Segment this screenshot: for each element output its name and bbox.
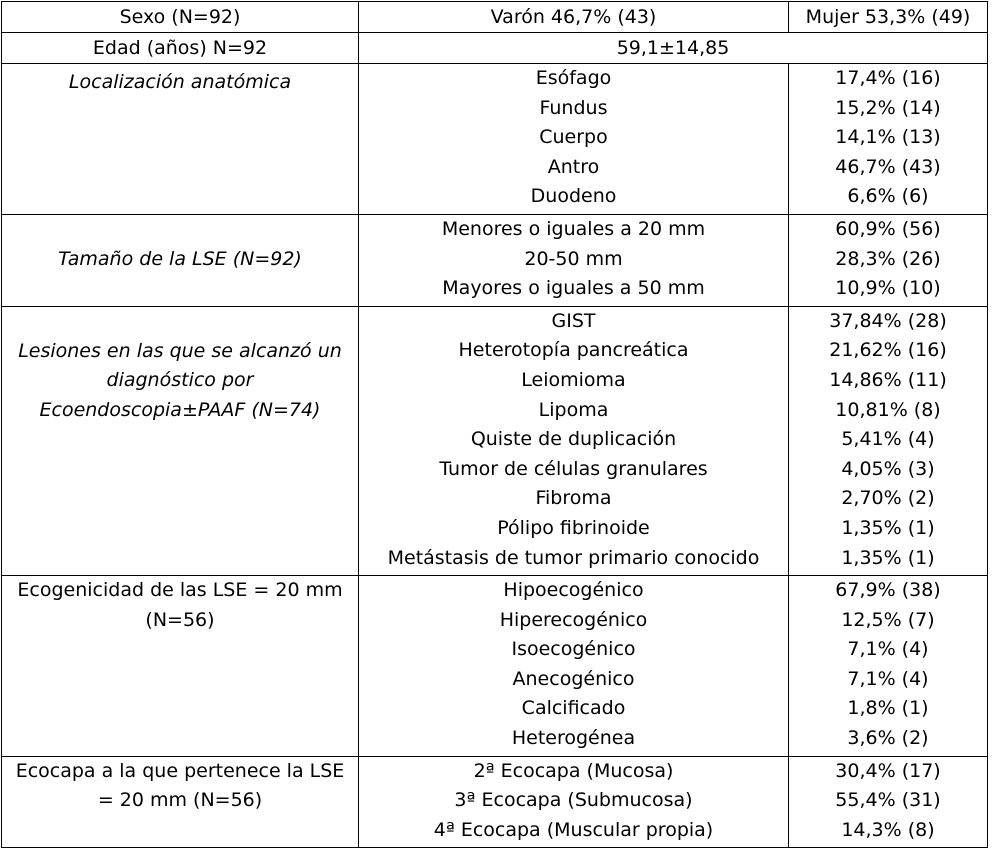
list-value: 2,70% (2) <box>841 487 935 510</box>
tamano-values <box>789 214 988 306</box>
list-value: 3,6% (2) <box>847 727 929 750</box>
list-item: 4ª Ecocapa (Muscular propia) <box>433 818 714 841</box>
tamano-names <box>359 214 789 306</box>
list-item: Mayores o iguales a 50 mm <box>442 277 705 300</box>
sexo-label: Sexo (N=92) <box>2 2 359 33</box>
list-value: 10,9% (10) <box>835 277 941 300</box>
list-item: Anecogénico <box>512 667 635 690</box>
label-line: Lesiones en las que se alcanzó un <box>18 339 342 362</box>
list-item: Tumor de células granulares <box>439 457 708 480</box>
list-item: Quiste de duplicación <box>470 428 677 451</box>
list-value: 21,62% (16) <box>829 339 947 362</box>
edad-label: Edad (años) N=92 <box>2 33 359 64</box>
list-value: 15,2% (14) <box>835 96 941 119</box>
localizacion-names <box>359 64 789 215</box>
sexo-female: Mujer 53,3% (49) <box>789 2 988 33</box>
list-value: 6,6% (6) <box>847 185 929 208</box>
list-item: Lipoma <box>538 398 609 421</box>
row-lesiones <box>2 306 988 575</box>
label-line: Ecocapa a la que pertenece la LSE <box>15 759 345 782</box>
list-item: Menores o iguales a 20 mm <box>441 217 706 240</box>
label-line: diagnóstico por <box>106 369 254 392</box>
list-item: Pólipo fibrinoide <box>497 516 650 539</box>
label-line: Ecogenicidad de las LSE = 20 mm <box>17 579 343 602</box>
list-value: 7,1% (4) <box>847 667 929 690</box>
list-value: 14,3% (8) <box>841 818 935 841</box>
localizacion-label: Localización anatómica <box>2 64 359 215</box>
list-value: 28,3% (26) <box>835 247 941 270</box>
sexo-male: Varón 46,7% (43) <box>359 2 789 33</box>
list-value: 14,1% (13) <box>835 126 941 149</box>
row-edad <box>2 33 988 64</box>
row-ecogenicidad <box>2 576 988 757</box>
list-item: Fibroma <box>535 487 612 510</box>
list-item: 3ª Ecocapa (Submucosa) <box>454 789 693 812</box>
list-item: Calcificado <box>521 697 626 720</box>
list-value: 4,05% (3) <box>841 457 935 480</box>
patient-characteristics-table <box>1 1 988 848</box>
list-item: Isoecogénico <box>511 638 636 661</box>
tamano-label: Tamaño de la LSE (N=92) <box>2 214 359 306</box>
list-value: 12,5% (7) <box>841 608 935 631</box>
list-item: Antro <box>547 155 600 178</box>
list-item: Hipoecogénico <box>503 579 644 602</box>
list-value: 1,35% (1) <box>841 546 935 569</box>
localizacion-values <box>789 64 988 215</box>
list-value: 55,4% (31) <box>835 789 941 812</box>
label-line: = 20 mm (N=56) <box>97 789 263 812</box>
row-tamano <box>2 214 988 306</box>
list-value: 17,4% (16) <box>835 67 941 89</box>
list-item: Leiomioma <box>521 368 626 391</box>
ecocapa-label <box>2 756 359 848</box>
list-item: 2ª Ecocapa (Mucosa) <box>473 759 674 782</box>
list-item: Esófago <box>535 67 612 89</box>
ecocapa-names <box>359 756 789 848</box>
row-sexo <box>2 2 988 33</box>
edad-value: 59,1±14,85 <box>359 33 988 64</box>
list-value: 10,81% (8) <box>835 398 941 421</box>
ecogenicidad-values <box>789 576 988 757</box>
list-item: Duodeno <box>530 185 617 208</box>
label-line: (N=56) <box>145 608 215 631</box>
ecocapa-values <box>789 756 988 848</box>
row-localizacion <box>2 64 988 215</box>
list-value: 67,9% (38) <box>835 579 941 602</box>
list-value: 46,7% (43) <box>835 155 941 178</box>
list-item: Cuerpo <box>539 126 608 149</box>
ecogenicidad-names <box>359 576 789 757</box>
lesiones-label <box>2 306 359 575</box>
lesiones-values <box>789 306 988 575</box>
list-value: 5,41% (4) <box>841 428 935 451</box>
list-value: 30,4% (17) <box>835 759 941 782</box>
list-value: 14,86% (11) <box>829 368 947 391</box>
list-item: Heterogénea <box>511 727 636 750</box>
ecogenicidad-label <box>2 576 359 757</box>
list-value: 1,8% (1) <box>847 697 929 720</box>
label-line: Ecoendoscopia±PAAF (N=74) <box>39 398 321 421</box>
lesiones-names <box>359 306 789 575</box>
list-value: 7,1% (4) <box>847 638 929 661</box>
list-item: Hiperecogénico <box>499 608 648 631</box>
list-value: 1,35% (1) <box>841 516 935 539</box>
list-item: GIST <box>551 309 596 332</box>
list-item: Fundus <box>539 96 608 119</box>
list-item: Heterotopía pancreática <box>458 339 689 362</box>
list-value: 37,84% (28) <box>829 309 947 332</box>
list-item: 20-50 mm <box>524 247 623 270</box>
list-item: Metástasis de tumor primario conocido <box>387 546 760 569</box>
list-value: 60,9% (56) <box>835 217 941 240</box>
row-ecocapa <box>2 756 988 848</box>
